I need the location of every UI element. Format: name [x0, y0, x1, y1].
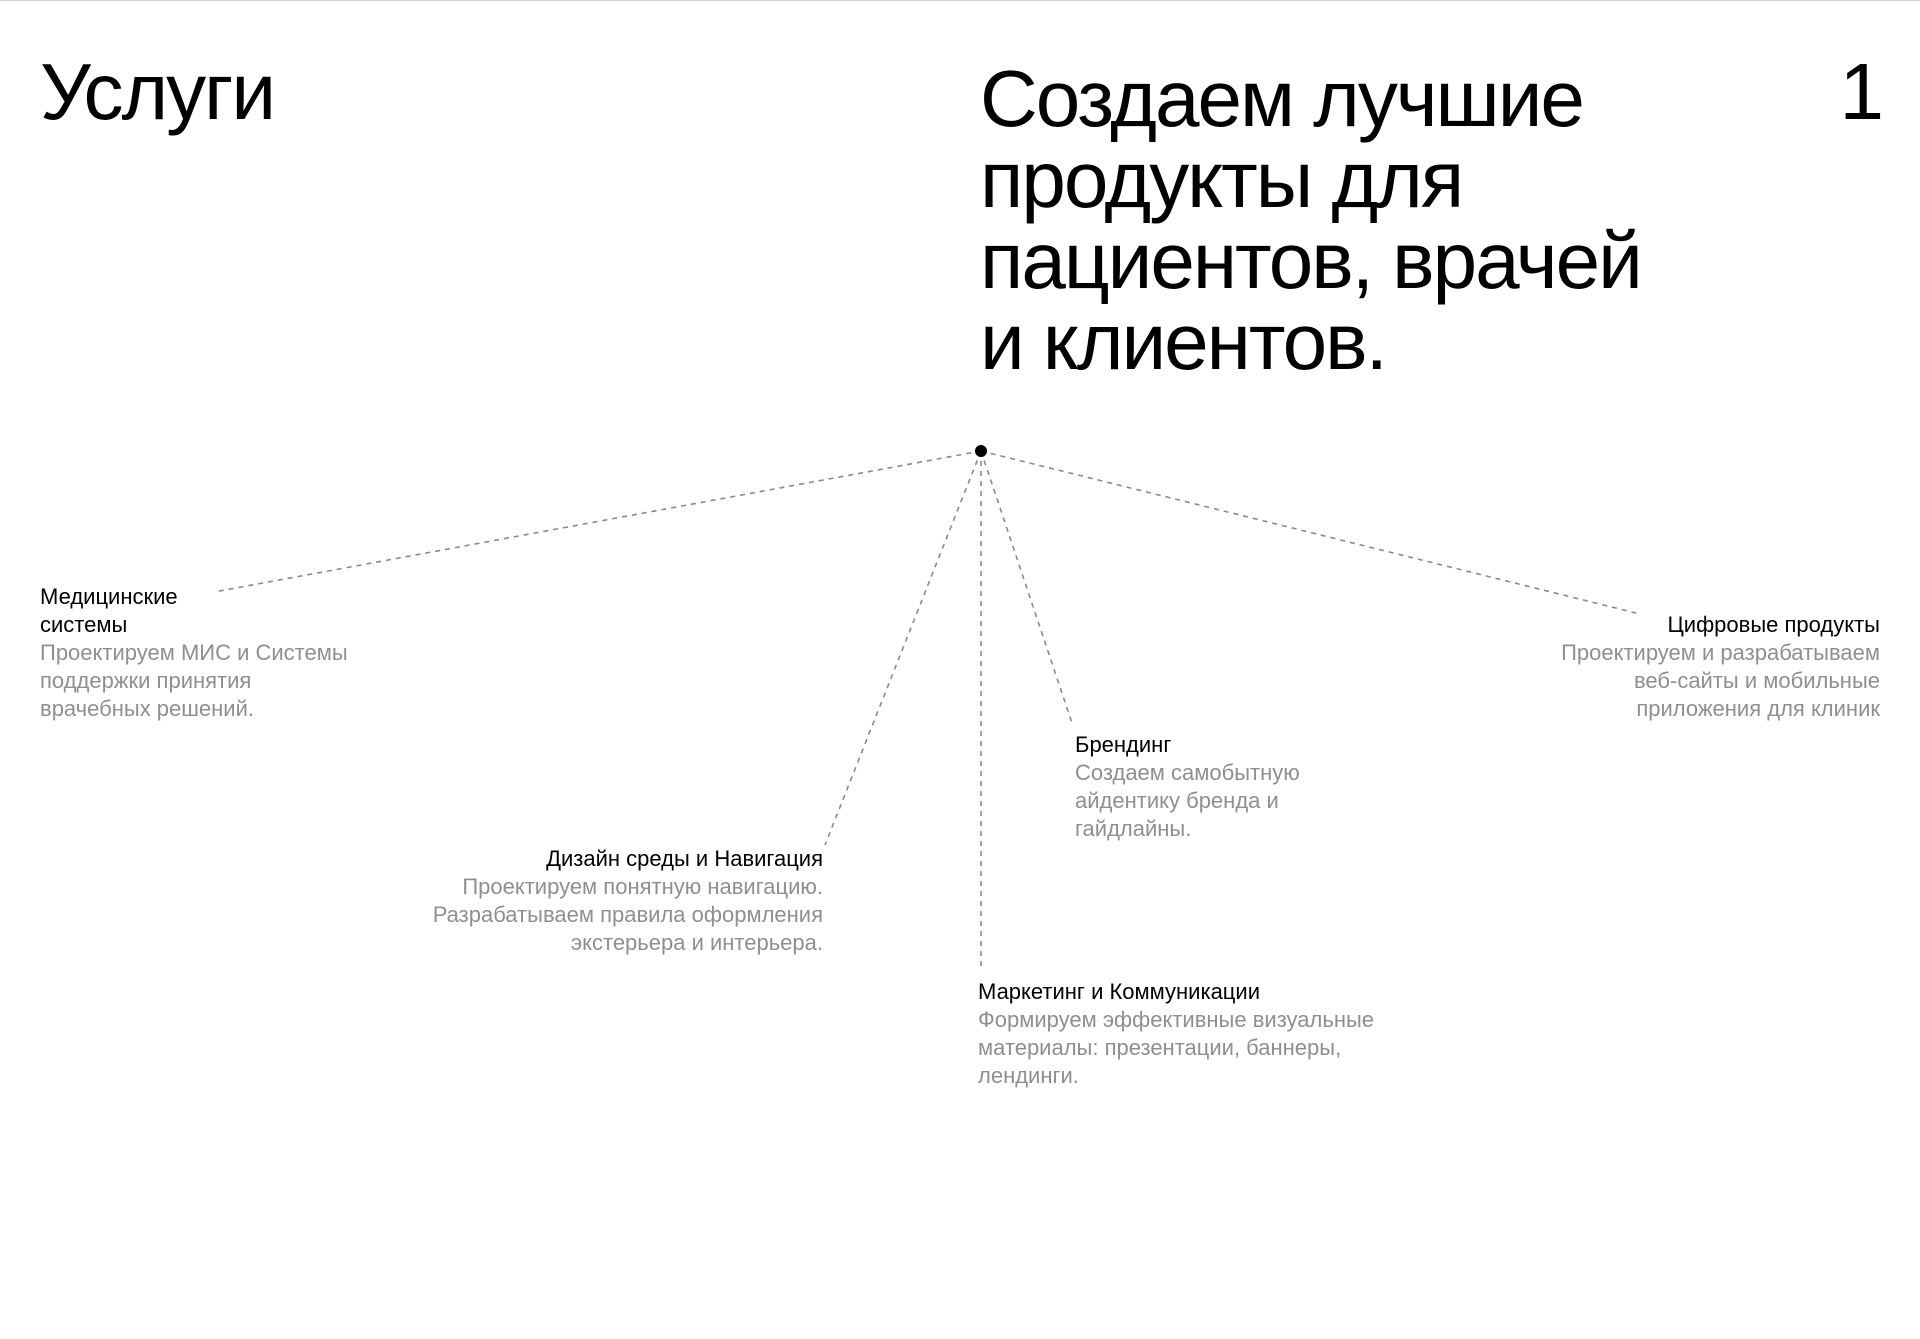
service-title — [433, 845, 823, 873]
service-desc-line: Создаем самобытную — [1075, 760, 1300, 785]
service-title — [978, 978, 1374, 1006]
service-desc-line: материалы: презентации, баннеры, — [978, 1035, 1342, 1060]
service-desc-line: приложения для клиник — [1636, 696, 1880, 721]
service-description — [1561, 639, 1880, 723]
service-marketing — [978, 978, 1374, 1090]
service-desc-line: Проектируем МИС и Системы — [40, 640, 348, 665]
section-title: Услуги — [40, 47, 275, 136]
service-desc-line: Проектируем и разрабатываем — [1561, 640, 1880, 665]
service-description — [433, 873, 823, 957]
service-desc-line: врачебных решений. — [40, 696, 254, 721]
service-title — [1075, 731, 1300, 759]
headline-line: и клиентов. — [980, 297, 1386, 386]
service-title-line: Медицинские — [40, 584, 178, 609]
headline-line: пациентов, врачей — [980, 216, 1641, 305]
service-desc-line: айдентику бренда и — [1075, 788, 1279, 813]
headline-line: продукты для — [980, 135, 1463, 224]
service-title-line: Маркетинг и Коммуникации — [978, 979, 1260, 1004]
connector-medical — [214, 451, 981, 592]
service-desc-line: экстерьера и интерьера. — [570, 930, 823, 955]
service-title — [40, 583, 348, 639]
service-desc-line: лендинги. — [978, 1063, 1079, 1088]
service-description — [40, 639, 348, 723]
connector-digital — [981, 451, 1640, 614]
service-desc-line: поддержки принятия — [40, 668, 252, 693]
page-number: 1 — [1839, 47, 1884, 136]
connector-navigation — [825, 451, 981, 845]
service-title-line: системы — [40, 612, 128, 637]
service-desc-line: Проектируем понятную навигацию. — [462, 874, 823, 899]
connector-branding — [981, 451, 1072, 723]
service-branding — [1075, 731, 1300, 843]
service-title — [1561, 611, 1880, 639]
service-title-line: Брендинг — [1075, 732, 1172, 757]
service-description — [978, 1006, 1374, 1090]
service-desc-line: Формируем эффективные визуальные — [978, 1007, 1375, 1032]
service-digital-products — [1561, 611, 1880, 723]
service-medical-systems — [40, 583, 348, 723]
service-desc-line: Разрабатываем правила оформления — [432, 902, 823, 927]
hub-dot — [975, 445, 987, 457]
service-description — [1075, 759, 1300, 843]
service-desc-line: гайдлайны. — [1075, 816, 1192, 841]
service-title-line: Дизайн среды и Навигация — [546, 846, 823, 871]
service-desc-line: веб-сайты и мобильные — [1633, 668, 1880, 693]
service-navigation-design — [433, 845, 823, 957]
service-title-line: Цифровые продукты — [1667, 612, 1880, 637]
headline-line: Создаем лучшие — [980, 54, 1583, 143]
